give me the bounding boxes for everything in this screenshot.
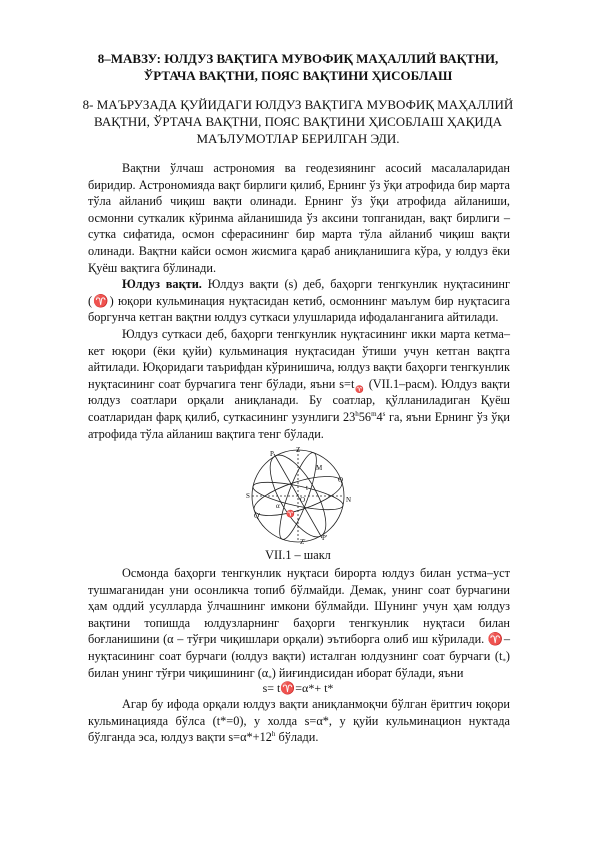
label-p-prime: P': [322, 534, 328, 542]
paragraph-5-end: бўлади.: [275, 730, 319, 745]
paragraph-3-sup-s: s: [382, 409, 386, 418]
paragraph-2: [88, 276, 510, 326]
label-t: t: [306, 484, 308, 492]
page-title: [60, 50, 536, 84]
page-subtitle: [60, 96, 536, 147]
label-alpha: α: [276, 502, 280, 510]
text-block-bottom: [88, 565, 510, 681]
paragraph-5-text: Агар бу ифода орқали юлдуз вақти аниқланмоқчи бўлган ёритгич юқори кульминацияда бўлса (t*=0), у холда s=α*, у қуйи кульминацион нуктада бўлганда эса, юлдуз вақти s=α*+12: [88, 697, 510, 745]
celestial-sphere-figure: [226, 446, 370, 551]
paragraph-3-sub: ♈: [354, 385, 365, 394]
figure-caption: VII.1 – шакл: [265, 548, 331, 562]
paragraph-3-sup-h: h: [355, 409, 359, 418]
paragraph-4-text-a: Осмонда баҳорги тенгкунлик нуқтаси бирорта юлдуз билан устма–уст тушмаганидан уни осонликча топиб бўлмайди. Демак, унинг соат бурчагини ҳам оддий усулларда ўлчашнинг имкони бўлмайди. Шунинг учун ҳам юлдуз вақтини топишда юлдузларнинг баҳорги тенгкунлик нуқтаси билан боғланишини (α – тўғри чиқишлари орқали) эътиборга олиб иш кўрилади. ♈–нуқтасининг соат бурчаги (юлдуз вақти) исталган юлдузнинг соат бурчаги (t: [88, 566, 510, 663]
text-block-top: [88, 160, 510, 442]
subtitle-line-2: ВАҚТНИ, ЎРТАЧА ВАҚТНИ, ПОЯС ВАҚТИНИ ҲИСОБЛАШ ҲАҚИДА: [94, 114, 502, 129]
subtitle-line-3: МАЪЛУМОТЛАР БЕРИЛГАН ЭДИ.: [196, 131, 400, 146]
paragraph-2-term: Юлдуз вақти.: [122, 277, 202, 292]
paragraph-4-text-c: ) йиғиндисидан иборат бўлади, яъни: [271, 665, 464, 680]
label-o: O: [300, 496, 306, 504]
paragraph-3-text-b: (VII.1–расм). Юлдуз вақти юлдуз соатлари орқали аниқланади. Бу соатлар, қўлланиладиган Қуёш соатларидан фарқ қилиб, суткасининг узунлиги 23: [88, 376, 510, 424]
celestial-sphere-diagram: [226, 446, 370, 546]
label-n: N: [346, 496, 352, 504]
paragraph-5-sup-h: h: [271, 730, 276, 739]
paragraph-3-text-c: 56: [358, 409, 372, 424]
text-block-final: [88, 696, 510, 746]
paragraph-3-text-d: 4: [376, 409, 383, 424]
label-s: S: [246, 492, 250, 500]
paragraph-4-sub-2: *: [268, 674, 272, 683]
paragraph-4-text-b: ) билан унинг тўғри чиқишининг (α: [88, 648, 510, 680]
paragraph-5: [88, 696, 510, 746]
label-p: P: [270, 450, 274, 458]
label-aries: ♈: [286, 510, 295, 518]
paragraph-3: [88, 326, 510, 442]
label-z: Z: [296, 446, 301, 454]
paragraph-1: Вақтни ўлчаш астрономия ва геодезиянинг асосий масалаларидан биридир. Астрономияда вақт бирлиги қилиб, Ернинг ўз ўқи атрофида бир марта тўла айланиб чиқиш вақти олинади. Ернинг ўз ўқи атрофида айланиши, осмонни суткалик кўринма айланишида ўз аксини топганидан, вақт бирлиги – сутка сифатида, осмон сферасининг бир марта тўла айланиб чиқиш вақти олинади. Вақтни кайси осмон жисмига қараб аниқланишига кўра, у юлдуз ёки Қуёш вақтига бўлинади.: [88, 161, 510, 275]
label-m: M: [316, 464, 323, 472]
label-z-prime: Z': [300, 538, 306, 546]
title-line-1: 8–МАВЗУ: ЮЛДУЗ ВАҚТИГА МУВОФИҚ МАҲАЛЛИЙ ВАҚТНИ,: [97, 51, 499, 66]
paragraph-3-text-e: га, яъни Ернинг ўз ўқи атрофида тўла айланиш вақтига тенг бўлади.: [88, 409, 510, 441]
label-q: Q: [338, 476, 344, 484]
paragraph-3-sup-m: m: [371, 409, 377, 418]
paragraph-4: [88, 565, 510, 681]
subtitle-line-1: 8- МАЪРУЗАДА ҚУЙИДАГИ ЮЛДУЗ ВАҚТИГА МУВОФИҚ МАҲАЛЛИЙ: [82, 97, 514, 112]
paragraph-4-sub-1: *: [502, 657, 506, 666]
label-q-prime: Q': [254, 512, 261, 520]
title-line-2: ЎРТАЧА ВАҚТНИ, ПОЯС ВАҚТИНИ ҲИСОБЛАШ: [143, 68, 453, 83]
formula: s= t♈=α*+ t*: [262, 681, 334, 695]
paragraph-3-text-a: Юлдуз суткаси деб, баҳорги тенгкунлик нуқтасининг икки марта кетма–кет юқори (ёки қуйи) кульминация нуқтасидан ўтиши учун кетган вақтга айтилади. Юқоридаги таърифдан кўринишича, юлдуз вақти баҳорги тенгкунлик нуқтасининг соат бурчагига тенг бўлади, яъни s=t: [88, 326, 510, 391]
paragraph-2-text: Юлдуз вақти (s) деб, баҳорги тенгкунлик нуқтасининг (♈) юқори кульминация нуқтасидан кетиб, осмоннинг маълум бир нуқтасига боргунча кетган вақтни юлдуз суткаси улушларида ифодаланганига айтилади.: [88, 277, 510, 325]
